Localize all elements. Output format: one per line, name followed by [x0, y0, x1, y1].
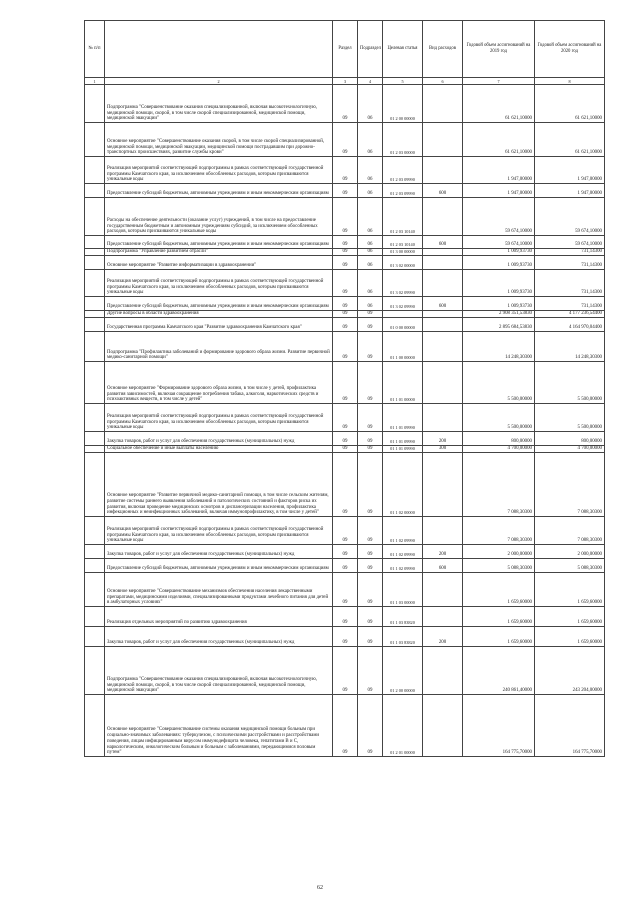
- row-razdel-cell: 09: [333, 647, 358, 695]
- row-vid-cell: [423, 157, 463, 184]
- table-body: [85, 85, 605, 757]
- col-number: 4: [358, 78, 383, 85]
- row-code-cell: 01 2 00 00000: [383, 85, 423, 123]
- row-num-cell: [85, 607, 105, 627]
- header-razdel: Раздел: [333, 21, 358, 78]
- row-razdel-cell: 09: [333, 432, 358, 446]
- table-row: [85, 453, 605, 517]
- table-row: [85, 432, 605, 446]
- row-code-cell: 01 1 03 83820: [383, 607, 423, 627]
- row-amount-2020-cell: 731,14300: [535, 256, 605, 270]
- row-vid-cell: [423, 517, 463, 545]
- row-razdel-cell: 09: [333, 332, 358, 362]
- row-razdel-cell: 09: [333, 607, 358, 627]
- row-razdel-cell: 09: [333, 249, 358, 256]
- table-row: [85, 627, 605, 647]
- row-num-cell: [85, 297, 105, 311]
- header-cel-statya: Целевая статья: [383, 21, 423, 78]
- row-podrazdel-cell: 09: [358, 332, 383, 362]
- table-row: [85, 332, 605, 362]
- table-row: [85, 270, 605, 297]
- row-amount-2020-cell: 243 204,00000: [535, 647, 605, 695]
- column-numbers-row: [85, 78, 605, 85]
- budget-table-sheet: [84, 20, 604, 875]
- table-row: [85, 184, 605, 198]
- row-razdel-cell: 09: [333, 573, 358, 607]
- row-razdel-cell: 09: [333, 695, 358, 757]
- row-vid-cell: [423, 270, 463, 297]
- row-podrazdel-cell: 09: [358, 432, 383, 446]
- row-code-cell: 01 2 03 09990: [383, 184, 423, 198]
- row-razdel-cell: 09: [333, 198, 358, 236]
- row-vid-cell: 600: [423, 297, 463, 311]
- row-code-cell: 01 1 02 09990: [383, 545, 423, 559]
- row-podrazdel-cell: 09: [358, 446, 383, 453]
- row-code-cell: 01 2 00 00000: [383, 647, 423, 695]
- row-razdel-cell: 09: [333, 362, 358, 404]
- row-code-cell: [383, 311, 423, 318]
- row-vid-cell: [423, 311, 463, 318]
- row-num-cell: [85, 270, 105, 297]
- row-amount-2020-cell: 7 088,30300: [535, 517, 605, 545]
- row-amount-2019-cell: 7 088,30300: [463, 517, 535, 545]
- row-amount-2019-cell: 2 000,00000: [463, 545, 535, 559]
- row-vid-cell: 200: [423, 432, 463, 446]
- row-vid-cell: 200: [423, 627, 463, 647]
- row-amount-2020-cell: 1 947,00000: [535, 184, 605, 198]
- row-amount-2019-cell: 1 009,93730: [463, 297, 535, 311]
- row-vid-cell: 600: [423, 559, 463, 573]
- header-num: № п/п: [85, 21, 105, 78]
- row-num-cell: [85, 362, 105, 404]
- row-amount-2019-cell: 1 659,60000: [463, 573, 535, 607]
- row-razdel-cell: 09: [333, 318, 358, 332]
- row-podrazdel-cell: 06: [358, 157, 383, 184]
- row-num-cell: [85, 85, 105, 123]
- row-amount-2020-cell: 731,14300: [535, 270, 605, 297]
- row-amount-2019-cell: 1 659,60000: [463, 607, 535, 627]
- row-vid-cell: 300: [423, 446, 463, 453]
- row-name-cell: Закупка товаров, работ и услуг для обеспечения государственных (муниципальных) нужд: [105, 432, 333, 446]
- row-code-cell: 01 3 02 00000: [383, 256, 423, 270]
- row-razdel-cell: 09: [333, 85, 358, 123]
- row-amount-2020-cell: 1 659,60000: [535, 573, 605, 607]
- row-name-cell: Реализация отдельных мероприятий по развитию здравоохранения: [105, 607, 333, 627]
- row-name-cell: Другие вопросы в области здравоохранения: [105, 311, 333, 318]
- table-row: [85, 236, 605, 249]
- row-podrazdel-cell: 06: [358, 236, 383, 249]
- row-vid-cell: [423, 607, 463, 627]
- row-code-cell: 01 1 02 00000: [383, 453, 423, 517]
- row-amount-2019-cell: 2 908 351,53830: [463, 311, 535, 318]
- row-razdel-cell: 09: [333, 545, 358, 559]
- table-row: [85, 545, 605, 559]
- row-razdel-cell: 09: [333, 236, 358, 249]
- table-row: [85, 607, 605, 627]
- row-razdel-cell: 09: [333, 559, 358, 573]
- row-amount-2020-cell: 731,14300: [535, 297, 605, 311]
- row-vid-cell: [423, 453, 463, 517]
- row-razdel-cell: 09: [333, 453, 358, 517]
- row-vid-cell: [423, 318, 463, 332]
- row-amount-2020-cell: 2 000,00000: [535, 545, 605, 559]
- row-razdel-cell: 09: [333, 123, 358, 157]
- col-number: 5: [383, 78, 423, 85]
- row-vid-cell: [423, 249, 463, 256]
- table-row: [85, 573, 605, 607]
- row-amount-2020-cell: 14 248,30300: [535, 332, 605, 362]
- row-amount-2019-cell: 1 659,60000: [463, 627, 535, 647]
- row-num-cell: [85, 695, 105, 757]
- row-amount-2019-cell: 2 895 684,53830: [463, 318, 535, 332]
- row-amount-2020-cell: 5 500,00000: [535, 362, 605, 404]
- col-number: 3: [333, 78, 358, 85]
- row-razdel-cell: 09: [333, 256, 358, 270]
- header-name: [105, 21, 333, 78]
- row-podrazdel-cell: 09: [358, 362, 383, 404]
- row-razdel-cell: 09: [333, 627, 358, 647]
- table-row: [85, 123, 605, 157]
- header-podrazdel: Подраздел: [358, 21, 383, 78]
- table-row: [85, 198, 605, 236]
- row-num-cell: [85, 311, 105, 318]
- row-name-cell: Государственная программа Камчатского края "Развитие здравоохранения Камчатского края": [105, 318, 333, 332]
- row-name-cell: Подпрограмма "Совершенствование оказания специализированной, включая высокотехнологичную, медицинской помощи, скорой, в том числе скорой специализированной, медицинской помощи, медицинской эвакуации": [105, 85, 333, 123]
- row-podrazdel-cell: 06: [358, 249, 383, 256]
- row-num-cell: [85, 236, 105, 249]
- row-name-cell: Закупка товаров, работ и услуг для обеспечения государственных (муниципальных) нужд: [105, 545, 333, 559]
- row-amount-2020-cell: 4 700,00000: [535, 446, 605, 453]
- table-row: [85, 404, 605, 432]
- col-number: 7: [463, 78, 535, 85]
- row-code-cell: 01 0 00 00000: [383, 318, 423, 332]
- row-num-cell: [85, 627, 105, 647]
- row-code-cell: 01 1 02 09990: [383, 559, 423, 573]
- row-vid-cell: [423, 85, 463, 123]
- row-amount-2019-cell: 4 700,00000: [463, 446, 535, 453]
- row-num-cell: [85, 517, 105, 545]
- row-name-cell: Предоставление субсидий бюджетным, автономным учреждениям и иным некоммерческим организациям: [105, 559, 333, 573]
- row-razdel-cell: 09: [333, 517, 358, 545]
- row-num-cell: [85, 123, 105, 157]
- row-name-cell: Предоставление субсидий бюджетным, автономным учреждениям и иным некоммерческим организациям: [105, 236, 333, 249]
- row-vid-cell: [423, 123, 463, 157]
- row-amount-2019-cell: 5 500,00000: [463, 404, 535, 432]
- row-name-cell: Подпрограмма "Профилактика заболеваний и формирование здорового образа жизни. Развитие первичной медико-санитарной помощи": [105, 332, 333, 362]
- table-row: [85, 362, 605, 404]
- row-amount-2019-cell: 5 500,00000: [463, 362, 535, 404]
- row-name-cell: Реализация мероприятий соответствующей подпрограммы в рамках соответствующей государственной программы Камчатского края, за исключением обособленных расходов, которым присваиваются уникальные коды: [105, 517, 333, 545]
- row-podrazdel-cell: 09: [358, 318, 383, 332]
- row-num-cell: [85, 446, 105, 453]
- row-amount-2020-cell: 1 659,60000: [535, 607, 605, 627]
- row-vid-cell: [423, 198, 463, 236]
- row-podrazdel-cell: 09: [358, 627, 383, 647]
- row-amount-2019-cell: 1 009,93730: [463, 249, 535, 256]
- row-podrazdel-cell: 09: [358, 453, 383, 517]
- row-num-cell: [85, 256, 105, 270]
- row-name-cell: Закупка товаров, работ и услуг для обеспечения государственных (муниципальных) нужд: [105, 627, 333, 647]
- row-name-cell: Подпрограмма "Совершенствование оказания специализированной, включая высокотехнологичную, медицинской помощи, скорой, в том числе скорой специализированной, медицинской помощи, медицинской эвакуации": [105, 647, 333, 695]
- row-podrazdel-cell: 09: [358, 311, 383, 318]
- row-name-cell: Социальное обеспечение и иные выплаты населению: [105, 446, 333, 453]
- row-razdel-cell: 09: [333, 297, 358, 311]
- row-podrazdel-cell: 06: [358, 85, 383, 123]
- row-vid-cell: [423, 647, 463, 695]
- row-name-cell: Расходы на обеспечение деятельности (оказание услуг) учреждений, в том числе на предоставление государственным бюджетным и автономным учреждениям субсидий, за исключением обособленных расходов, которым присваиваются уникальные коды: [105, 198, 333, 236]
- row-razdel-cell: 09: [333, 311, 358, 318]
- row-code-cell: 01 1 01 09990: [383, 446, 423, 453]
- row-amount-2019-cell: 164 775,70000: [463, 695, 535, 757]
- row-podrazdel-cell: 06: [358, 198, 383, 236]
- row-amount-2020-cell: 61 621,10000: [535, 85, 605, 123]
- row-code-cell: 01 1 02 09990: [383, 517, 423, 545]
- row-amount-2019-cell: 59 674,10000: [463, 236, 535, 249]
- table-row: [85, 318, 605, 332]
- row-vid-cell: [423, 695, 463, 757]
- row-amount-2020-cell: 1 659,60000: [535, 627, 605, 647]
- row-amount-2019-cell: 1 947,00000: [463, 184, 535, 198]
- row-vid-cell: 600: [423, 184, 463, 198]
- table-row: [85, 157, 605, 184]
- row-code-cell: 01 1 01 09990: [383, 432, 423, 446]
- row-num-cell: [85, 545, 105, 559]
- header-amount-2020: Годовой объем ассигнований на 2020 год: [535, 21, 605, 78]
- row-podrazdel-cell: 09: [358, 517, 383, 545]
- row-num-cell: [85, 332, 105, 362]
- row-code-cell: 01 2 03 10140: [383, 236, 423, 249]
- row-amount-2019-cell: 1 947,00000: [463, 157, 535, 184]
- row-podrazdel-cell: 09: [358, 647, 383, 695]
- row-code-cell: 01 1 01 09990: [383, 404, 423, 432]
- row-podrazdel-cell: 09: [358, 573, 383, 607]
- col-number: 6: [423, 78, 463, 85]
- table-row: [85, 256, 605, 270]
- row-vid-cell: [423, 362, 463, 404]
- row-num-cell: [85, 573, 105, 607]
- row-vid-cell: 600: [423, 236, 463, 249]
- table-row: [85, 517, 605, 545]
- row-num-cell: [85, 318, 105, 332]
- row-name-cell: Предоставление субсидий бюджетным, автономным учреждениям и иным некоммерческим организациям: [105, 184, 333, 198]
- row-vid-cell: [423, 573, 463, 607]
- row-code-cell: 01 3 00 00000: [383, 249, 423, 256]
- row-code-cell: 01 2 03 09990: [383, 157, 423, 184]
- row-amount-2019-cell: 7 088,30300: [463, 453, 535, 517]
- row-podrazdel-cell: 06: [358, 184, 383, 198]
- row-vid-cell: [423, 404, 463, 432]
- col-number: 1: [85, 78, 105, 85]
- row-razdel-cell: 09: [333, 157, 358, 184]
- row-razdel-cell: 09: [333, 184, 358, 198]
- row-code-cell: 01 2 03 10140: [383, 198, 423, 236]
- row-name-cell: Реализация мероприятий соответствующей подпрограммы в рамках соответствующей государственной программы Камчатского края, за исключением обособленных расходов, которым присваиваются уникальные коды: [105, 157, 333, 184]
- row-podrazdel-cell: 09: [358, 404, 383, 432]
- col-number: 2: [105, 78, 333, 85]
- row-podrazdel-cell: 09: [358, 607, 383, 627]
- row-amount-2020-cell: 59 674,10000: [535, 236, 605, 249]
- row-razdel-cell: 09: [333, 404, 358, 432]
- page-number: 62: [317, 885, 323, 891]
- table-row: [85, 249, 605, 256]
- table-row: [85, 695, 605, 757]
- table-row: [85, 311, 605, 318]
- row-name-cell: Основное мероприятие "Совершенствование системы оказания медицинской помощи больным при социально-значимых заболеваниях: туберкулезом, с психическими расстройствами и расстройствами поведения, лицам инфицированным вирусом иммунодефицита человека, гепатитами В и С, наркологическим, онкологическим больным и больным с заболеваниями, передающимися половым путем": [105, 695, 333, 757]
- row-amount-2020-cell: 164 775,70000: [535, 695, 605, 757]
- row-vid-cell: [423, 256, 463, 270]
- row-amount-2020-cell: 59 674,10000: [535, 198, 605, 236]
- row-name-cell: Реализация мероприятий соответствующей подпрограммы в рамках соответствующей государственной программы Камчатского края, за исключением обособленных расходов, которым присваиваются уникальные коды: [105, 404, 333, 432]
- row-amount-2019-cell: 1 009,93730: [463, 270, 535, 297]
- row-amount-2019-cell: 14 248,30300: [463, 332, 535, 362]
- row-name-cell: Подпрограмма "Управление развитием отрасли": [105, 249, 333, 256]
- row-name-cell: Реализация мероприятий соответствующей подпрограммы в рамках соответствующей государственной программы Камчатского края, за исключением обособленных расходов, которым присваиваются уникальные коды: [105, 270, 333, 297]
- budget-table: [84, 20, 605, 757]
- row-code-cell: 01 3 02 09990: [383, 270, 423, 297]
- row-num-cell: [85, 249, 105, 256]
- row-code-cell: 01 2 03 00000: [383, 123, 423, 157]
- row-amount-2020-cell: 61 621,10000: [535, 123, 605, 157]
- row-vid-cell: [423, 332, 463, 362]
- row-name-cell: Предоставление субсидий бюджетным, автономным учреждениям и иным некоммерческим организациям: [105, 297, 333, 311]
- table-header-row: [85, 21, 605, 78]
- row-podrazdel-cell: 06: [358, 270, 383, 297]
- row-podrazdel-cell: 09: [358, 695, 383, 757]
- table-row: [85, 647, 605, 695]
- row-amount-2020-cell: 4 164 970,04400: [535, 318, 605, 332]
- row-amount-2020-cell: 5 500,00000: [535, 404, 605, 432]
- row-podrazdel-cell: 06: [358, 297, 383, 311]
- table-row: [85, 85, 605, 123]
- row-name-cell: Основное мероприятие "Развитие первичной медико-санитарной помощи, в том числе сельским жителям, развитие системы раннего выявления заболеваний и патологических состояний и факторов риска их развития, включая проведение медицинских осмотров и диспансеризации населения, профилактика инфекционных и неинфекционных заболеваний, включая иммунопрофилактику, в том числе у детей": [105, 453, 333, 517]
- row-num-cell: [85, 647, 105, 695]
- row-vid-cell: 200: [423, 545, 463, 559]
- row-num-cell: [85, 198, 105, 236]
- row-num-cell: [85, 559, 105, 573]
- row-num-cell: [85, 157, 105, 184]
- row-num-cell: [85, 453, 105, 517]
- row-amount-2019-cell: 800,00000: [463, 432, 535, 446]
- row-name-cell: Основное мероприятие "Развитие информатизации в здравоохранении": [105, 256, 333, 270]
- row-amount-2020-cell: 1 947,00000: [535, 157, 605, 184]
- row-amount-2020-cell: 4 177 236,54400: [535, 311, 605, 318]
- row-name-cell: Основное мероприятие "Формирование здорового образа жизни, в том числе у детей, профилактика развития зависимостей, включая сокращение потребления табака, алкоголя, наркотических средств и психоактивных веществ, в том числе у детей": [105, 362, 333, 404]
- row-podrazdel-cell: 06: [358, 123, 383, 157]
- row-amount-2019-cell: 240 861,40000: [463, 647, 535, 695]
- row-amount-2019-cell: 1 009,93730: [463, 256, 535, 270]
- row-code-cell: 01 3 02 09990: [383, 297, 423, 311]
- table-row: [85, 559, 605, 573]
- table-row: [85, 297, 605, 311]
- row-num-cell: [85, 432, 105, 446]
- row-code-cell: 01 1 03 00000: [383, 573, 423, 607]
- row-razdel-cell: 09: [333, 446, 358, 453]
- row-amount-2020-cell: 731,14300: [535, 249, 605, 256]
- row-name-cell: Основное мероприятие "Совершенствование механизмов обеспечения населения лекарственными препаратами, медицинскими изделиями, специализированными продуктами лечебного питания для детей в амбулаторных условиях": [105, 573, 333, 607]
- header-vid-rashodov: Вид расходов: [423, 21, 463, 78]
- row-podrazdel-cell: 09: [358, 559, 383, 573]
- row-amount-2019-cell: 59 674,10000: [463, 198, 535, 236]
- row-amount-2019-cell: 5 088,30300: [463, 559, 535, 573]
- row-podrazdel-cell: 09: [358, 545, 383, 559]
- row-code-cell: 01 1 00 00000: [383, 332, 423, 362]
- row-amount-2019-cell: 61 621,10000: [463, 85, 535, 123]
- row-code-cell: 01 1 03 83820: [383, 627, 423, 647]
- row-num-cell: [85, 184, 105, 198]
- row-amount-2020-cell: 7 088,30300: [535, 453, 605, 517]
- header-amount-2019: Годовой объем ассигнований на 2019 год: [463, 21, 535, 78]
- row-name-cell: Основное мероприятие "Совершенствование оказания скорой, в том числе скорой специализированной, медицинской помощи, медицинской эвакуации, медицинской помощи пострадавшим при дорожно-транспортных происшествиях, развитие службы крови": [105, 123, 333, 157]
- col-number: 8: [535, 78, 605, 85]
- row-code-cell: 01 1 01 00000: [383, 362, 423, 404]
- row-podrazdel-cell: 06: [358, 256, 383, 270]
- row-amount-2020-cell: 800,00000: [535, 432, 605, 446]
- row-code-cell: 01 2 01 00000: [383, 695, 423, 757]
- row-amount-2020-cell: 5 088,30300: [535, 559, 605, 573]
- row-razdel-cell: 09: [333, 270, 358, 297]
- table-row: [85, 446, 605, 453]
- row-num-cell: [85, 404, 105, 432]
- row-amount-2019-cell: 61 621,10000: [463, 123, 535, 157]
